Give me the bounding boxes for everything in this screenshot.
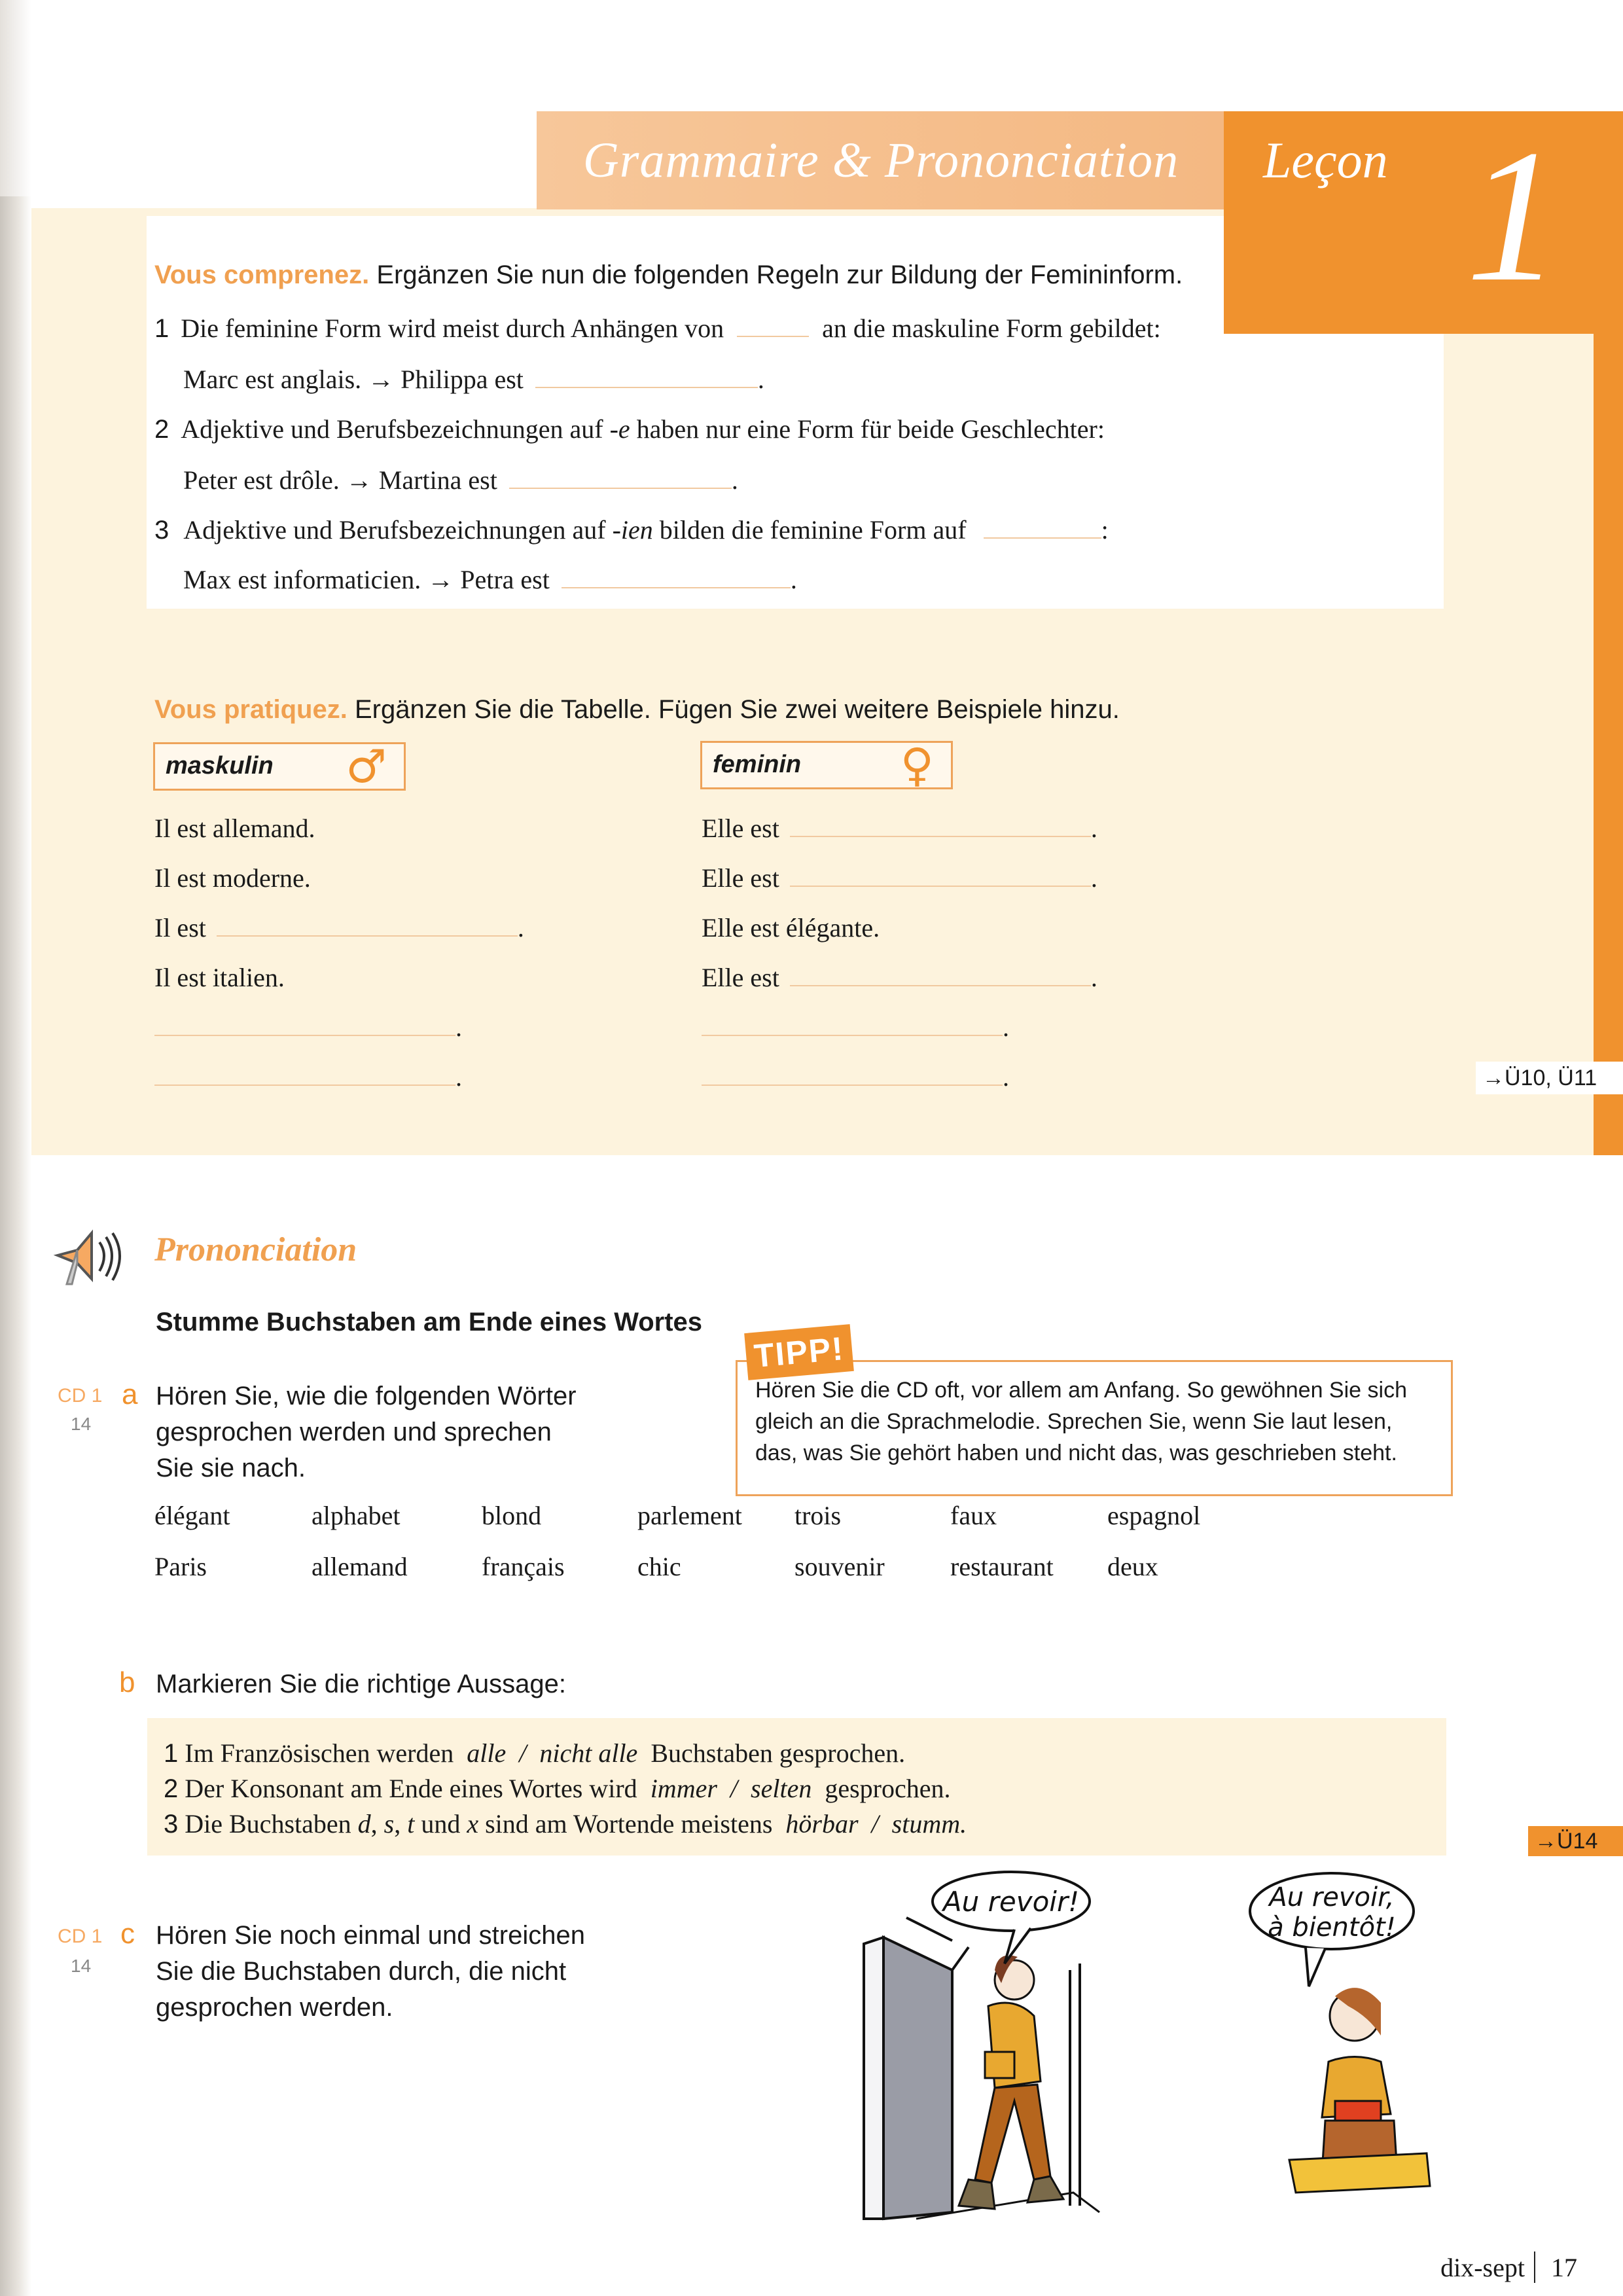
tip-line: Hören Sie die CD oft, vor allem am Anfang. So gewöhnen Sie sich [755, 1378, 1407, 1403]
cd-track: 14 [71, 1956, 92, 1976]
answer-blank[interactable] [535, 367, 758, 388]
example-text: Peter est drôle. → Martina est [183, 465, 497, 495]
comprenez-heading-line [154, 260, 1183, 290]
option[interactable]: alle [467, 1738, 507, 1768]
option[interactable]: nicht alle [539, 1738, 638, 1768]
example-text: Max est informaticien. → Petra est [183, 565, 550, 594]
column-header-feminin [700, 738, 953, 792]
instruction-line: gesprochen werden. [156, 1993, 393, 2022]
pronunciation-title: Prononciation [154, 1231, 357, 1268]
answer-blank[interactable] [509, 468, 732, 489]
colon: : [1101, 515, 1109, 545]
illustration-goodbye [838, 1865, 1479, 2245]
statement-text: und [421, 1809, 461, 1839]
lesson-number: 1 [1466, 111, 1561, 321]
row-text: Elle est [702, 963, 779, 992]
tip-line: das, was Sie gehört haben und nicht das, was geschrieben steht. [755, 1441, 1397, 1465]
statement-text: Der Konsonant am Ende eines Wortes wird [185, 1774, 637, 1803]
pratiquez-heading: Vous pratiquez. [154, 695, 348, 724]
answer-blank[interactable] [154, 1065, 455, 1086]
fem-row-2 [702, 863, 1097, 894]
instruction-line: Hören Sie, wie die folgenden Wörter [156, 1382, 577, 1410]
exercise-reference-link[interactable]: →Ü14 [1528, 1826, 1623, 1856]
exercise-letter-a: a [122, 1378, 138, 1410]
answer-blank[interactable] [737, 316, 809, 337]
masc-row-2: Il est moderne. [154, 863, 311, 893]
period: . [790, 565, 797, 594]
exercise-reference-link[interactable]: →Ü10, Ü11 [1476, 1062, 1623, 1094]
speech-bubble-left: Au revoir! [942, 1886, 1080, 1918]
exercise-a-instruction [156, 1378, 577, 1486]
letter: x [467, 1809, 479, 1839]
pratiquez-heading-line [154, 695, 1120, 725]
example-text: Marc est anglais. → Philippa est [183, 365, 524, 394]
answer-blank[interactable] [790, 965, 1091, 986]
row-text: Elle est [702, 814, 779, 843]
letter: s [383, 1809, 395, 1839]
rule-2 [154, 414, 1105, 445]
instruction-line: Sie sie nach. [156, 1454, 306, 1482]
word: trois [794, 1501, 842, 1530]
word: deux [1107, 1552, 1158, 1581]
fem-row-6 [702, 1062, 1009, 1093]
period: . [1003, 1013, 1009, 1042]
rule-text: Adjektive und Berufsbezeichnungen auf [181, 414, 603, 444]
rule-number: 1 [154, 314, 169, 343]
masc-row-6 [154, 1062, 462, 1093]
word-list [154, 1500, 1267, 1585]
masc-row-5 [154, 1012, 462, 1043]
rule-ending: -ien [612, 515, 653, 545]
statement-text: Buchstaben gesprochen. [651, 1738, 906, 1768]
answer-blank[interactable] [154, 1015, 455, 1036]
statement-2 [164, 1771, 951, 1806]
rule-text: an die maskuline Form gebildet: [822, 314, 1161, 343]
fem-row-3: Elle est élégante. [702, 913, 880, 942]
tip-text [755, 1374, 1442, 1469]
option-separator: / [730, 1774, 738, 1803]
cd-label: CD 1 [58, 1926, 103, 1947]
period: . [455, 1062, 462, 1092]
answer-blank[interactable] [562, 567, 791, 588]
answer-blank[interactable] [790, 816, 1091, 837]
exercise-letter-c: c [120, 1918, 135, 1950]
option-separator: / [871, 1809, 879, 1839]
answer-blank[interactable] [702, 1065, 1003, 1086]
answer-blank[interactable] [702, 1015, 1003, 1036]
tip-line: gleich an die Sprachmelodie. Sprechen Sie, wenn Sie laut lesen, [755, 1409, 1393, 1434]
row-text: Elle est [702, 863, 779, 893]
period: . [1003, 1062, 1009, 1092]
word: chic [637, 1552, 681, 1581]
word: espagnol [1107, 1501, 1201, 1530]
statement-text: Im Französischen werden [185, 1738, 454, 1768]
right-edge-stripe [1594, 327, 1623, 1155]
fem-row-1 [702, 813, 1097, 844]
word: souvenir [794, 1552, 885, 1581]
instruction-line: gesprochen werden und sprechen [156, 1418, 552, 1446]
option[interactable]: selten [751, 1774, 812, 1803]
statement-number: 3 [164, 1810, 179, 1839]
statement-3 [164, 1806, 967, 1842]
period: . [1090, 963, 1097, 992]
pronunciation-subtitle: Stumme Buchstaben am Ende eines Wortes [156, 1308, 703, 1336]
page-word: dix-sept [1440, 2253, 1525, 2282]
comprenez-instruction: Ergänzen Sie nun die folgenden Regeln zur Bildung der Femininform. [376, 260, 1183, 289]
rule-2-example [183, 465, 738, 496]
period: . [757, 365, 764, 394]
rule-text: haben nur eine Form für beide Geschlechter: [636, 414, 1105, 444]
cd-label: CD 1 [58, 1385, 103, 1407]
section-title: Grammaire & Prononciation [582, 133, 1179, 188]
answer-blank[interactable] [217, 916, 518, 937]
lesson-label: Leçon [1263, 132, 1388, 188]
exercise-c-instruction [156, 1918, 585, 2026]
instruction-line: Sie die Buchstaben durch, die nicht [156, 1957, 567, 1986]
pratiquez-instruction: Ergänzen Sie die Tabelle. Fügen Sie zwei weitere Beispiele hinzu. [354, 695, 1120, 724]
masc-row-1: Il est allemand. [154, 814, 315, 843]
option[interactable]: immer [650, 1774, 717, 1803]
answer-blank[interactable] [790, 866, 1091, 887]
rule-text: Adjektive und Berufsbezeichnungen auf [183, 515, 606, 545]
row-text: Il est [154, 913, 206, 942]
footer-divider [1534, 2251, 1535, 2283]
statement-1 [164, 1736, 905, 1771]
word: élégant [154, 1501, 230, 1530]
rule-1 [154, 313, 1161, 344]
option-separator: / [519, 1738, 527, 1768]
word: allemand [312, 1552, 408, 1581]
tip-badge: TIPP! [744, 1324, 854, 1380]
option[interactable]: hörbar [785, 1809, 859, 1839]
rule-number: 2 [154, 415, 169, 444]
word: parlement [637, 1501, 742, 1530]
period: . [731, 465, 738, 495]
word: blond [482, 1501, 542, 1530]
statement-text: gesprochen. [825, 1774, 951, 1803]
statement-text: sind am Wortende meistens [485, 1809, 773, 1839]
word: faux [950, 1501, 997, 1530]
letter: t [407, 1809, 415, 1839]
page-number: 17 [1551, 2253, 1577, 2282]
comprenez-heading: Vous comprenez. [154, 260, 370, 289]
speech-bubble-right-line2: à bientôt! [1268, 1912, 1396, 1943]
fem-row-4 [702, 962, 1097, 994]
cartoon-drawing [838, 1865, 1479, 2245]
answer-blank[interactable] [984, 518, 1101, 539]
word: alphabet [312, 1501, 401, 1530]
period: . [1090, 863, 1097, 893]
period: . [517, 913, 524, 942]
word: Paris [154, 1552, 207, 1581]
rule-number: 3 [154, 516, 169, 545]
rule-ending: -e [609, 414, 630, 444]
statement-number: 1 [164, 1739, 179, 1768]
rule-3 [154, 514, 1109, 546]
period: . [455, 1013, 462, 1042]
column-label: feminin [713, 751, 802, 778]
female-symbol-icon: ♀ [900, 738, 934, 792]
rule-1-example [183, 364, 764, 395]
exercise-letter-b: b [119, 1666, 135, 1698]
rule-text: bilden die feminine Form auf [659, 515, 967, 545]
instruction-line: Hören Sie noch einmal und streichen [156, 1921, 585, 1950]
binding-shadow-top [0, 0, 31, 196]
cd-track: 14 [71, 1414, 92, 1434]
option[interactable]: stumm. [891, 1809, 967, 1839]
word: restaurant [950, 1552, 1054, 1581]
word: français [482, 1552, 565, 1581]
speech-bubble-right-line1: Au revoir, [1269, 1882, 1395, 1912]
masc-row-4: Il est italien. [154, 963, 285, 992]
comma: , [370, 1809, 378, 1839]
megaphone-icon [51, 1224, 136, 1289]
male-symbol-icon: ♂ [346, 740, 387, 793]
masc-row-3 [154, 912, 524, 944]
statement-text: Die Buchstaben [185, 1809, 351, 1839]
column-header-masculin [153, 742, 406, 791]
exercise-b-instruction: Markieren Sie die richtige Aussage: [156, 1670, 566, 1698]
column-label: maskulin [166, 752, 274, 780]
comma: , [394, 1809, 401, 1839]
page-footer [1440, 2251, 1577, 2283]
rule-3-example [183, 564, 797, 596]
statement-number: 2 [164, 1774, 179, 1803]
period: . [1090, 814, 1097, 843]
fem-row-5 [702, 1012, 1009, 1043]
rule-text: Die feminine Form wird meist durch Anhängen von [181, 314, 724, 343]
letter: d [357, 1809, 371, 1839]
binding-shadow [0, 196, 31, 2296]
